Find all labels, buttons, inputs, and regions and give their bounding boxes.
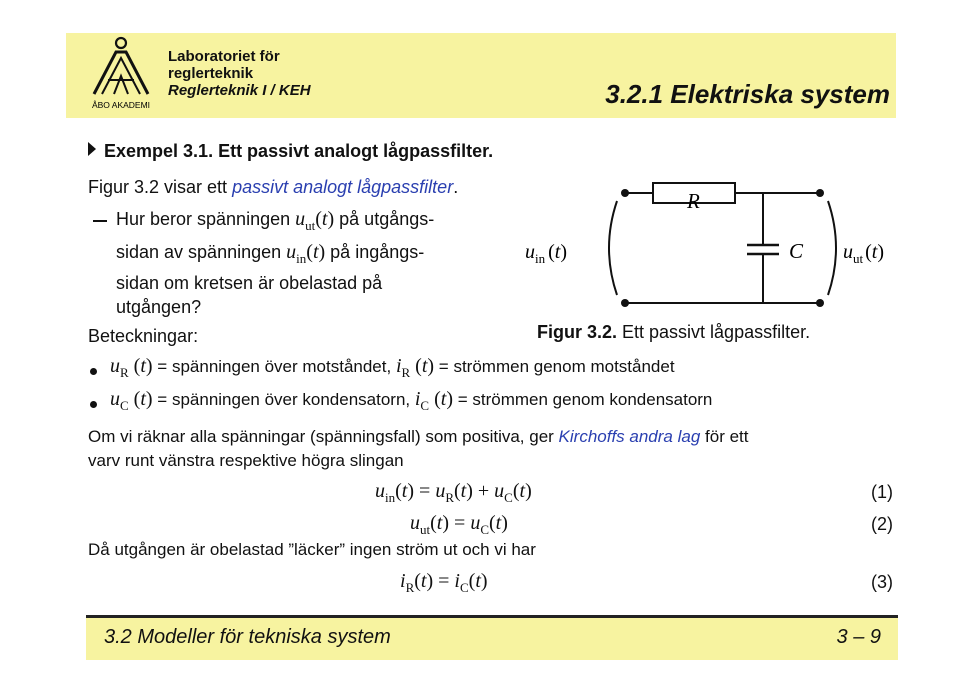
equation-3: $i_R(t) = i_C(t)$: [400, 570, 488, 595]
footer-chapter: 3.2 Modeller för tekniska system: [104, 626, 391, 648]
intro-figur-line: Figur 3.2 visar ett passivt analogt lågpassfilter.: [88, 177, 459, 197]
bullet-line-C: $u_C$ (t) = spänningen över kondensatorn, $i_C$ (t) = strömmen genom kondensatorn: [110, 388, 713, 413]
org-line2: reglerteknik: [168, 65, 254, 82]
output-terminal-bottom: [816, 299, 824, 307]
example-heading: [88, 141, 493, 162]
leak-line: Då utgången är obelastad ”läcker” ingen ström ut och vi har: [88, 540, 536, 559]
dash-bullet-icon: [93, 220, 107, 222]
input-voltage-label: $u_{in}$ (t): [525, 241, 568, 266]
example-heading-text: Exempel 3.1. Ett passivt analogt lågpassfilter.: [104, 141, 494, 161]
org-line1: Laboratoriet för: [168, 48, 280, 65]
term-link[interactable]: passivt analogt lågpassfilter: [232, 177, 454, 197]
abo-akademi-logo: [86, 36, 156, 114]
kirchhoff-line2: varv runt vänstra respektive högra slingan: [88, 451, 404, 470]
question-line3: sidan om kretsen är obelastad på: [116, 273, 383, 293]
output-terminal-top: [816, 189, 824, 197]
bullet-icon: [90, 368, 97, 375]
capacitor-label: C: [789, 239, 804, 263]
figure-caption: Figur 3.2. Ett passivt lågpassfilter.: [537, 322, 811, 342]
section-title: 3.2.1 Elektriska system: [605, 79, 890, 109]
course-name: Reglerteknik I / KEH: [168, 82, 311, 99]
equation-2-number: (2): [871, 514, 893, 534]
lowpass-circuit-diagram: [525, 175, 905, 320]
bullet-icon: [90, 401, 97, 408]
equation-1: $u_{in}(t) = u_R(t) + u_C(t)$: [375, 480, 532, 505]
org-name: [168, 48, 311, 99]
equation-3-number: (3): [871, 572, 893, 592]
svg-text:ÅBO AKADEMI: ÅBO AKADEMI: [91, 100, 151, 110]
page-number: 3 – 9: [836, 626, 881, 648]
arrow-bullet-icon: [88, 142, 96, 156]
equation-1-number: (1): [871, 482, 893, 502]
question-line2: sidan av spänningen $u_{in}(t)$ på ingångs-: [116, 241, 425, 266]
kirchhoff-link[interactable]: Kirchoffs andra lag: [558, 427, 701, 446]
output-voltage-label: $u_{ut}$ (t): [843, 241, 885, 266]
resistor-label: R: [687, 189, 700, 213]
equation-2: $u_{ut}(t) = u_C(t)$: [410, 512, 508, 537]
beteckningar-label: Beteckningar:: [88, 326, 199, 346]
question-line1: Hur beror spänningen $u_{ut}(t)$ på utgångs-: [116, 208, 435, 233]
kirchhoff-line1: Om vi räknar alla spänningar (spänningsfall) som positiva, ger Kirchoffs andra lag för ett: [88, 427, 749, 446]
question-line4: utgången?: [116, 297, 202, 317]
bullet-line-R: $u_R$ (t) = spänningen över motståndet, $i_R$ (t) = strömmen genom motståndet: [110, 355, 675, 380]
